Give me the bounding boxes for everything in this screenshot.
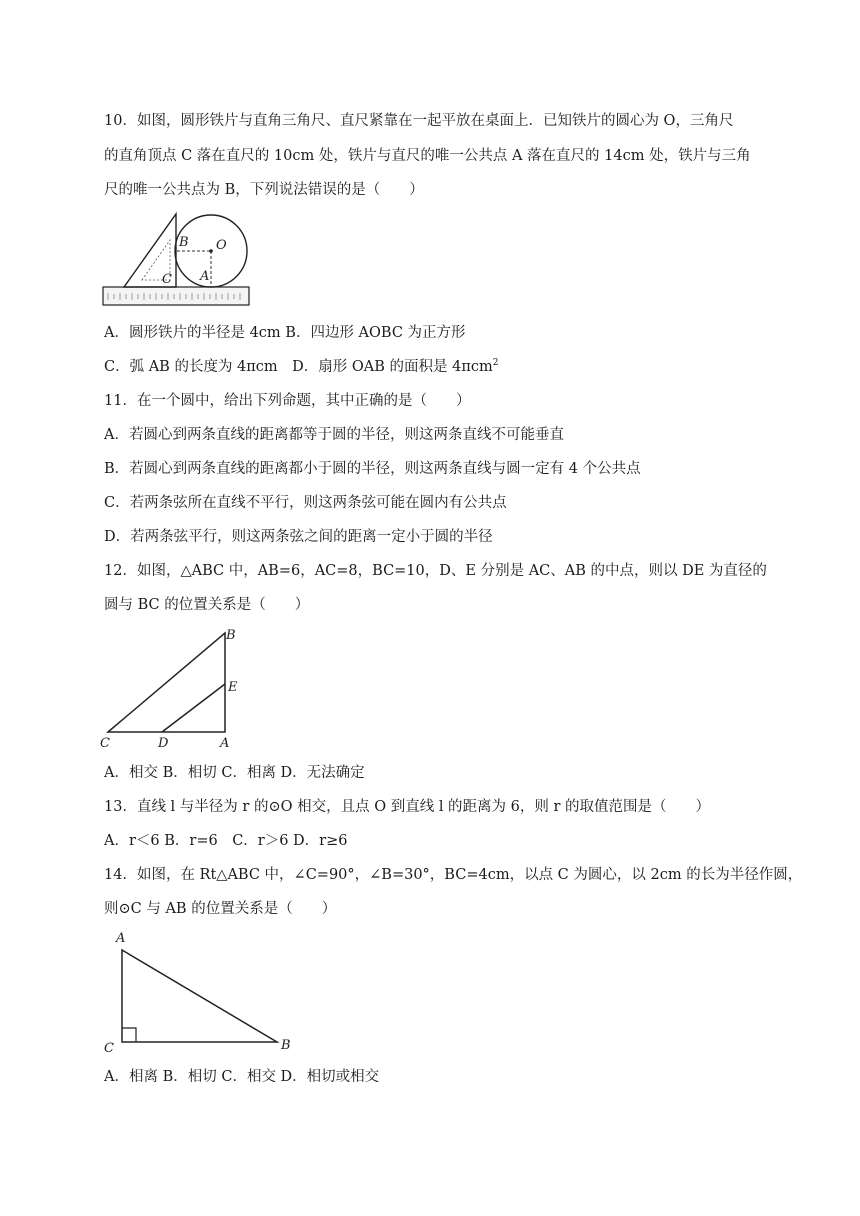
q14-stem-line-2: 则⊙C 与 AB 的位置关系是（ ）: [104, 901, 337, 917]
q10-label-C: C: [162, 272, 172, 287]
q10-stem-line-1: 10．如图，圆形铁片与直角三角尺、直尺紧靠在一起平放在桌面上．已知铁片的圆心为 O，三角尺: [104, 113, 734, 129]
q12-figure: [98, 624, 248, 754]
q10-stem-line-2: 的直角顶点 C 落在直尺的 10cm 处，铁片与直尺的唯一公共点 A 落在直尺的 14cm 处，铁片与三角: [104, 148, 751, 164]
segment-DE: [162, 684, 225, 732]
q10-label-B: B: [179, 235, 189, 250]
q10-options-line-1: A．圆形铁片的半径是 4cm B．四边形 AOBC 为正方形: [104, 325, 466, 341]
q14-options: A．相离 B．相切 C．相交 D．相切或相交: [104, 1069, 380, 1085]
q13-stem: 13．直线 l 与半径为 r 的⊙O 相交，且点 O 到直线 l 的距离为 6，则 r 的取值范围是（ ）: [104, 799, 711, 815]
q11-stem: 11．在一个圆中，给出下列命题，其中正确的是（ ）: [104, 393, 471, 409]
q10-figure: [102, 210, 254, 310]
q12-stem-line-1: 12．如图，△ABC 中，AB=6，AC=8，BC=10，D、E 分别是 AC、AB 的中点，则以 DE 为直径的: [104, 563, 767, 579]
q10-label-O: O: [216, 238, 227, 253]
triangle-ABC: [108, 633, 225, 732]
q11-option-a: A．若圆心到两条直线的距离都等于圆的半径，则这两条直线不可能垂直: [104, 427, 564, 443]
q12-label-A: A: [220, 736, 230, 751]
q10-options-line-2-text: C．弧 AB 的长度为 4πcm D．扇形 OAB 的面积是 4πcm: [104, 359, 493, 375]
triangle-ABC: [122, 950, 277, 1042]
q14-label-A: A: [116, 931, 126, 946]
q12-label-D: D: [158, 736, 169, 751]
q14-label-C: C: [104, 1041, 114, 1056]
q12-label-C: C: [100, 736, 110, 751]
q11-option-c: C．若两条弦所在直线不平行，则这两条弦可能在圆内有公共点: [104, 495, 507, 511]
q12-stem-line-2: 圆与 BC 的位置关系是（ ）: [104, 597, 310, 613]
q10-options-superscript: 2: [492, 358, 499, 369]
q14-stem-line-1: 14．如图，在 Rt△ABC 中，∠C=90°，∠B=30°，BC=4cm，以点 C 为圆心，以 2cm 的长为半径作圆，: [104, 867, 803, 883]
q12-options: A．相交 B．相切 C．相离 D．无法确定: [104, 765, 365, 781]
q11-option-b: B．若圆心到两条直线的距离都小于圆的半径，则这两条直线与圆一定有 4 个公共点: [104, 461, 641, 477]
ruler: [103, 287, 249, 305]
q13-options: A．r＜6 B．r=6 C．r＞6 D．r≥6: [104, 833, 348, 849]
q10-options-line-2: [104, 357, 499, 377]
q14-label-B: B: [281, 1038, 291, 1053]
q14-figure: [100, 928, 300, 1056]
q10-stem-line-3: 尺的唯一公共点为 B，下列说法错误的是（ ）: [104, 182, 424, 198]
q11-option-d: D．若两条弦平行，则这两条弦之间的距离一定小于圆的半径: [104, 529, 493, 545]
q12-label-B: B: [226, 628, 236, 643]
q10-label-A: A: [200, 269, 210, 284]
right-angle-mark: [122, 1028, 136, 1042]
q12-label-E: E: [228, 680, 238, 695]
